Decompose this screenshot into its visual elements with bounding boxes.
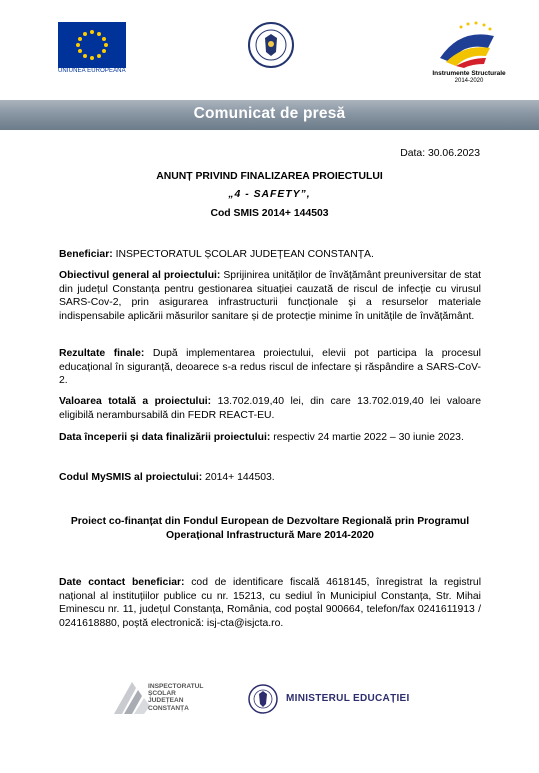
- isj-line-4: CONSTANȚA: [148, 704, 189, 712]
- mysmis-label: Codul MySMIS al proiectului:: [59, 472, 203, 483]
- value-label: Valoarea totală a proiectului:: [59, 396, 212, 407]
- smis-code: Cod SMIS 2014+ 144503: [210, 208, 329, 219]
- is-label-title: Instrumente Structurale: [432, 70, 506, 77]
- dates-paragraph: [59, 431, 481, 445]
- guvernul-romaniei-seal-icon: [248, 22, 294, 68]
- contact-label: Date contact beneficiar:: [59, 577, 185, 588]
- mysmis-text: 2014+ 144503.: [202, 472, 275, 483]
- instrumente-structurale-logo-icon: [430, 18, 504, 70]
- mysmis-paragraph: [59, 471, 481, 485]
- isj-line-3: JUDEȚEAN: [148, 697, 184, 705]
- contact-text: cod de identificare fiscală 4618145, înregistrat la registrul național al instituțiilor publice cu nr. 15213, cu sediul în Municipiul Constanța, Str. Mihai Eminescu nr. 11, județul Constanța, România, cod poștal 900664, telefon/fax 0241611913 / 0241618880, poștă electronică: isj-cta@isjcta.ro.: [59, 577, 481, 629]
- contact-paragraph: [59, 576, 481, 630]
- objective-label: Obiectivul general al proiectului:: [59, 270, 221, 281]
- isj-line-2: ȘCOLAR: [148, 690, 176, 698]
- ministry-label: MINISTERUL EDUCAȚIEI: [286, 693, 410, 704]
- dates-label: Data începerii și data finalizării proiectului:: [59, 432, 271, 443]
- value-paragraph: [59, 395, 481, 422]
- beneficiary-label: Beneficiar:: [59, 249, 113, 260]
- results-label: Rezultate finale:: [59, 348, 145, 359]
- banner-title: Comunicat de presă: [193, 105, 346, 122]
- objective-text: Sprijinirea unităților de învățământ preuniversitar de stat din județul Constanța pentru gestionarea situației cauzată de riscul de infecție cu virusul SARS-Cov-2, prin asigurarea infrastructurii funcționale și a resurselor materiale indispensabile aplicării măsurilor sanitare și de protecție minime în unitățile de învățământ.: [59, 270, 481, 322]
- objective-paragraph: [59, 269, 481, 323]
- results-paragraph: [59, 347, 481, 388]
- eu-label: UNIUNEA EUROPEANĂ: [58, 68, 126, 74]
- is-label-period: 2014-2020: [454, 78, 484, 84]
- isj-line-1: INSPECTORATUL: [148, 683, 204, 690]
- value-text: 13.702.019,40 lei, din care 13.702.019,40 lei valoare eligibilă nerambursabilă din FEDR REACT-EU.: [59, 396, 481, 421]
- beneficiary-text: INSPECTORATUL ȘCOLAR JUDEȚEAN CONSTANȚA.: [112, 249, 374, 260]
- document-date: Data: 30.06.2023: [400, 148, 480, 159]
- eu-flag-icon: [58, 22, 126, 68]
- project-name: „4 - SAFETY”,: [228, 189, 311, 200]
- financing-statement: Proiect co-finanțat din Fondul European de Dezvoltare Regională prin Programul Operațional Infrastructură Mare 2014-2020: [70, 516, 470, 541]
- ministry-seal-icon: [248, 684, 278, 714]
- beneficiary-paragraph: [59, 248, 481, 262]
- results-text: După implementarea proiectului, elevii pot participa la procesul educațional în siguranță, deoarece s-a redus riscul de infectare și răspândire a SARS-CoV-2.: [59, 348, 481, 387]
- title-line-1: ANUNȚ PRIVIND FINALIZAREA PROIECTULUI: [156, 171, 383, 182]
- dates-text: respectiv 24 martie 2022 – 30 iunie 2023.: [270, 432, 464, 443]
- isj-logo-text: [148, 683, 203, 712]
